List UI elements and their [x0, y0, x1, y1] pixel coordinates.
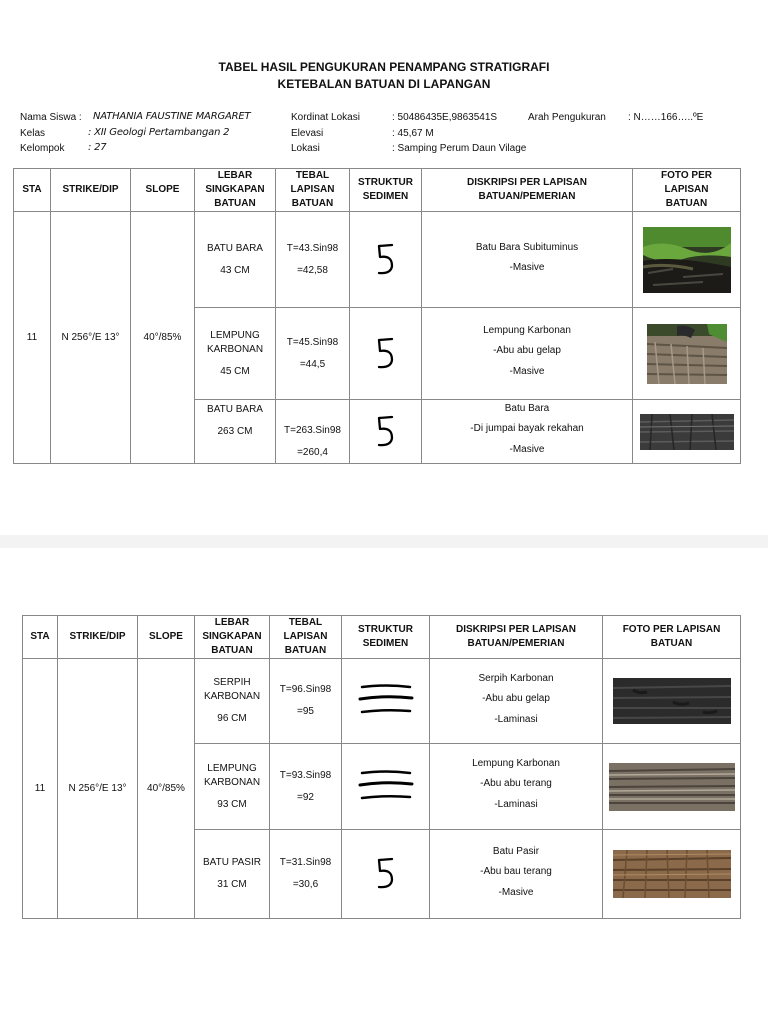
header-diskripsi: DISKRIPSI PER LAPISAN BATUAN/PEMERIAN	[422, 169, 633, 212]
arah-label: Arah Pengukuran	[528, 112, 606, 123]
tebal-cell: T=31.Sin98 =30,6	[270, 830, 342, 919]
lokasi-value: : Samping Perum Daun Vilage	[392, 143, 527, 154]
desc-cell: Lempung Karbonan -Abu abu terang -Laminasi	[430, 744, 603, 830]
lebar-cell: BATU BARA 263 CM	[195, 400, 276, 464]
tebal-cell: T=45.Sin98 =44,5	[276, 308, 350, 400]
massive-structure-icon	[350, 212, 422, 308]
desc-cell: Serpih Karbonan -Abu abu gelap -Laminasi	[430, 659, 603, 744]
tebal-cell: T=43.Sin98 =42,58	[276, 212, 350, 308]
lamination-structure-icon	[342, 744, 430, 830]
page-gap	[0, 535, 768, 548]
lebar-cell: BATU PASIR 31 CM	[195, 830, 270, 919]
lebar-cell: SERPIH KARBONAN 96 CM	[195, 659, 270, 744]
header-lebar: LEBAR SINGKAPAN BATUAN	[195, 169, 276, 212]
kelompok-value: : 27	[88, 142, 107, 153]
header-struktur: STRUKTUR SEDIMEN	[342, 616, 430, 659]
header-foto: FOTO PER LAPISAN BATUAN	[633, 169, 741, 212]
carbonaceous-shale-photo	[603, 659, 741, 744]
koordinat-value: : 50486435E,9863541S	[392, 112, 498, 123]
page-2	[0, 548, 768, 1024]
strike-dip-value: N 256°/E 13°	[51, 212, 131, 464]
nama-value: NATHANIA FAUSTINE MARGARET	[93, 111, 251, 122]
table-header-row	[23, 616, 741, 659]
desc-cell: Lempung Karbonan -Abu abu gelap -Masive	[422, 308, 633, 400]
lamination-structure-icon	[342, 659, 430, 744]
stratigraphy-table-1	[13, 168, 741, 464]
header-strike-dip: STRIKE/DIP	[58, 616, 138, 659]
document-title: TABEL HASIL PENGUKURAN PENAMPANG STRATIGRAFI	[218, 60, 550, 74]
slope-value: 40°/85%	[138, 659, 195, 919]
nama-label: Nama Siswa :	[20, 112, 82, 123]
table-header-row	[14, 169, 741, 212]
lebar-cell: LEMPUNG KARBONAN 93 CM	[195, 744, 270, 830]
header-tebal: TEBAL LAPISAN BATUAN	[276, 169, 350, 212]
table-row	[14, 212, 741, 308]
kelas-value: : XII Geologi Pertambangan 2	[88, 127, 230, 138]
coal-outcrop-photo	[633, 212, 741, 308]
table-row	[23, 659, 741, 744]
elevasi-label: Elevasi	[291, 128, 324, 139]
kelompok-label: Kelompok	[20, 143, 65, 154]
sandstone-photo	[603, 830, 741, 919]
desc-cell: Batu Bara Subituminus -Masive	[422, 212, 633, 308]
sta-value: 11	[14, 212, 51, 464]
tebal-cell: T=93.Sin98 =92	[270, 744, 342, 830]
arah-value: : N……166…..ºE	[628, 112, 704, 123]
header-sta: STA	[23, 616, 58, 659]
header-slope: SLOPE	[138, 616, 195, 659]
lebar-cell: BATU BARA 43 CM	[195, 212, 276, 308]
desc-cell: Batu Bara -Di jumpai bayak rekahan -Masive	[422, 400, 633, 464]
header-lebar: LEBAR SINGKAPAN BATUAN	[195, 616, 270, 659]
laminated-clay-photo	[603, 744, 741, 830]
header-sta: STA	[14, 169, 51, 212]
kelas-label: Kelas	[20, 128, 46, 139]
header-diskripsi: DISKRIPSI PER LAPISAN BATUAN/PEMERIAN	[430, 616, 603, 659]
header-strike-dip: STRIKE/DIP	[51, 169, 131, 212]
strike-dip-value: N 256°/E 13°	[58, 659, 138, 919]
desc-cell: Batu Pasir -Abu bau terang -Masive	[430, 830, 603, 919]
tebal-cell: T=263.Sin98 =260,4	[276, 400, 350, 464]
document-subtitle: KETEBALAN BATUAN DI LAPANGAN	[277, 77, 491, 91]
stratigraphy-table-2	[22, 615, 741, 919]
slope-value: 40°/85%	[131, 212, 195, 464]
header-foto: FOTO PER LAPISAN BATUAN	[603, 616, 741, 659]
header-struktur: STRUKTUR SEDIMEN	[350, 169, 422, 212]
header-slope: SLOPE	[131, 169, 195, 212]
elevasi-value: : 45,67 M	[392, 128, 434, 139]
massive-structure-icon	[350, 400, 422, 464]
koordinat-label: Kordinat Lokasi	[291, 112, 360, 123]
sta-value: 11	[23, 659, 58, 919]
carbonaceous-clay-photo	[633, 308, 741, 400]
coal-fractured-photo	[633, 400, 741, 464]
lokasi-label: Lokasi	[291, 143, 320, 154]
lebar-cell: LEMPUNG KARBONAN 45 CM	[195, 308, 276, 400]
massive-structure-icon	[350, 308, 422, 400]
tebal-cell: T=96.Sin98 =95	[270, 659, 342, 744]
massive-structure-icon	[342, 830, 430, 919]
header-tebal: TEBAL LAPISAN BATUAN	[270, 616, 342, 659]
